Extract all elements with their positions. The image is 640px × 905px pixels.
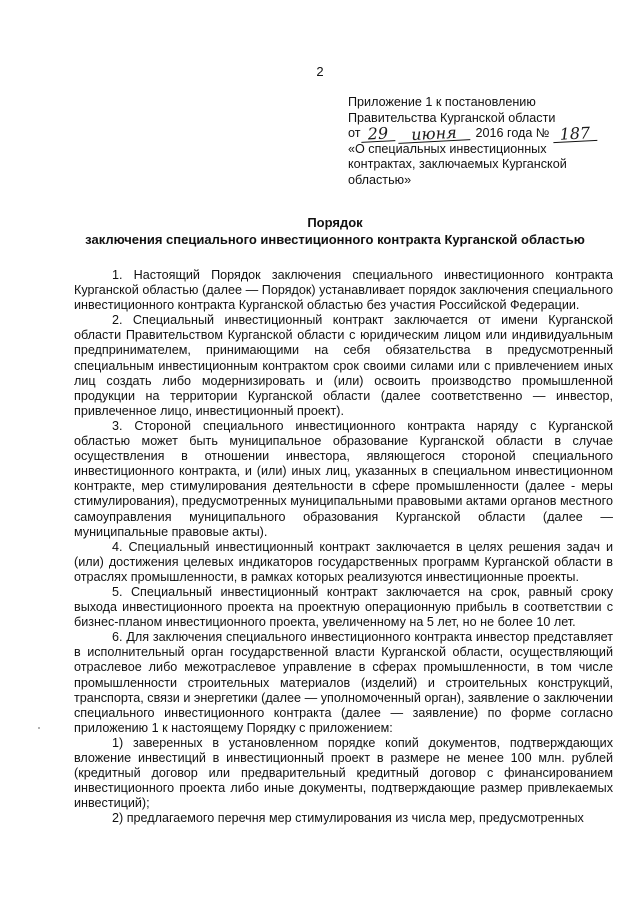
paragraph-2: 2. Специальный инвестиционный контракт заключается от имени Курганской области Правительством Курганской области с юридическим лицом или индивидуальным предпринимателем, принимающими на себя обязательства в предусмотренный специальным инвестиционным контрактом срок своими силами или с привлечением иных лиц создать либо модернизировать и (или) освоить производство промышленной продукции на территории Курганской области (далее соответственно — инвестор, привлеченное лицо, инвестиционный проект). [74, 313, 613, 418]
appendix-from-label: от [348, 126, 361, 140]
paragraph-6-item-2: 2) предлагаемого перечня мер стимулирования из числа мер, предусмотренных [112, 811, 584, 826]
paragraph-3: 3. Стороной специального инвестиционного контракта наряду с Курганской областью может быть муниципальное образование Курганской области в случае осуществления в отношении инвестора, являющегося стороной специального инвестиционного контракта, и (или) иных лиц, указанных в специальном инвестиционном контракте, мер стимулирования деятельности в сфере промышленности (далее - меры стимулирования), предусмотренных муниципальными правовыми актами органов местного самоуправления муниципального образования Курганской области (далее — муниципальные правовые акты). [74, 418, 613, 539]
paragraph-5: 5. Специальный инвестиционный контракт заключается на срок, равный сроку выхода инвестиционного проекта на проектную операционную прибыль в соответствии с бизнес-планом инвестиционного проекта, увеличенному на 5 лет, но не более 10 лет. [74, 584, 613, 630]
paragraph-4: 4. Специальный инвестиционный контракт заключается в целях решения задач и (или) достижения целевых индикаторов государственных программ Курганской области в отраслях промышленности, в рамках которых реализуются инвестиционные проекты. [74, 539, 613, 584]
appendix-header [348, 95, 598, 188]
handwritten-day: 29 [360, 126, 395, 143]
paragraph-1: 1. Настоящий Порядок заключения специального инвестиционного контракта Курганской областью (далее — Порядок) устанавливает порядок заключения специального инвестиционного контракта Курганской областью без участия Российской Федерации. [74, 268, 613, 313]
document-title [40, 214, 630, 248]
document-body [74, 268, 613, 826]
appendix-year-text: 2016 года № [475, 126, 550, 140]
title-line-1: Порядок [307, 215, 363, 230]
page-number: 2 [316, 64, 324, 79]
appendix-line-5: контрактах, заключаемых Курганской [348, 157, 567, 171]
appendix-line-2: Правительства Курганской области [348, 110, 556, 125]
handwritten-doc-number: 187 [553, 125, 598, 142]
appendix-line-6: областью» [348, 172, 412, 187]
paragraph-6-item-1: 1) заверенных в установленном порядке копий документов, подтверждающих вложение инвестиций в инвестиционный проект в размере не менее 100 млн. рублей (кредитный договор или предварительный кредитный договор с финансированием инвестиционного проекта либо иные документы, подтверждающие размер привлекаемых инвестиций); [74, 735, 613, 811]
appendix-line-1: Приложение 1 к постановлению [348, 95, 536, 109]
handwritten-month: июня [397, 125, 470, 144]
paragraph-6: 6. Для заключения специального инвестиционного контракта инвестор представляет в исполнительный орган государственной власти Курганской области, осуществляющий отраслевое либо межотраслевое управление в сферах промышленности, в том числе промышленности строительных материалов (изделий) и строительных конструкций, транспорта, связи и энергетики (далее — уполномоченный орган), заявление о заключении специального инвестиционного контракта (далее — заявление) по форме согласно приложению 1 к настоящему Порядку с приложением: [74, 630, 613, 735]
title-line-2: заключения специального инвестиционного контракта Курганской областью [85, 232, 585, 247]
appendix-date-line [348, 122, 598, 144]
margin-dot-icon [36, 725, 42, 731]
appendix-line-4: «О специальных инвестиционных [348, 141, 547, 156]
